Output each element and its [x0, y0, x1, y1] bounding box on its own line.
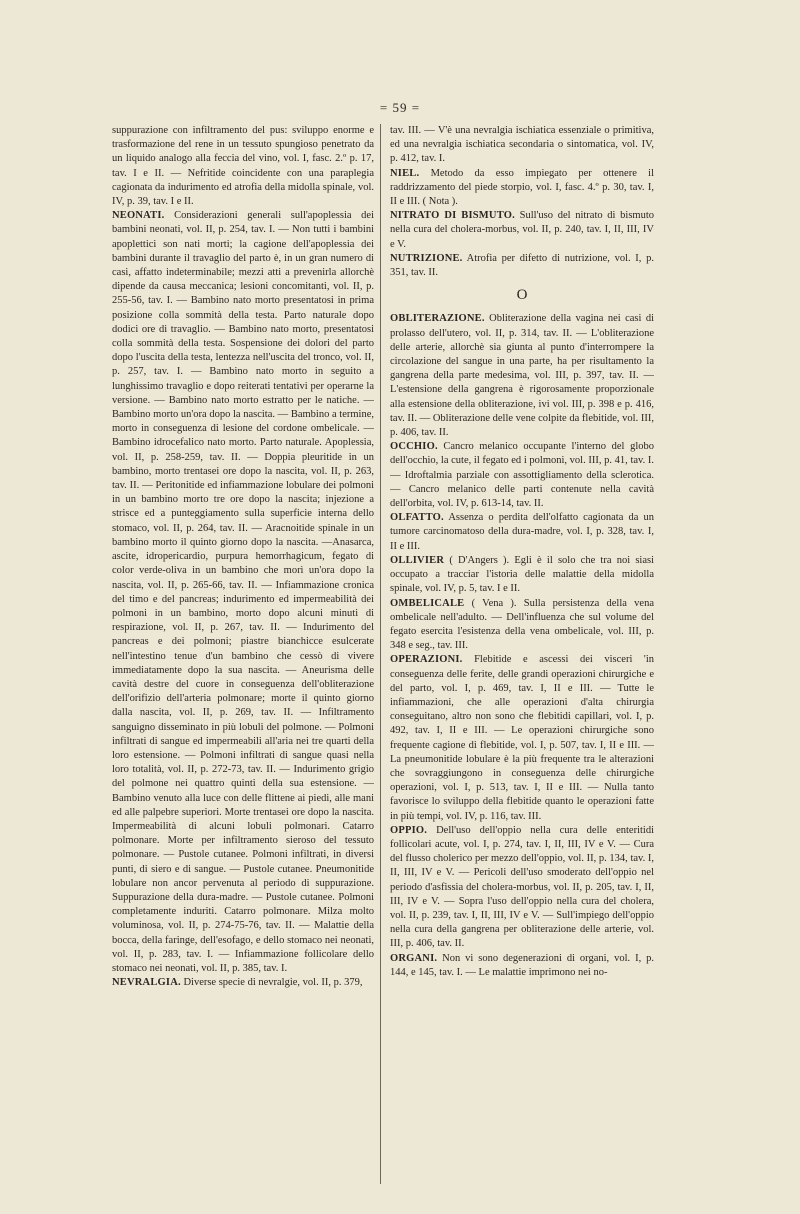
entry-text: Cancro melanico occupante l'interno del globo dell'occhio, la cute, il fegato ed i polmoni, vol. III, p. 41, tav. I. — Idroftalmia parziale con assottigliamento della sclerotica. — Cancro melanico delle parti contenute nella cavità dell'orbita, vol. IV, p. 613-14, tav. II. — [390, 441, 654, 510]
column-divider — [380, 124, 381, 1184]
entry-text: Sull'uso del nitrato di bismuto nella cura del cholera-morbus, vol. II, p. 240, tav. I, II, III, IV e V. — [390, 210, 654, 250]
entry-headword: NEONATI. — [112, 210, 165, 222]
index-entry — [390, 167, 654, 210]
index-entry — [390, 952, 654, 980]
right-column — [390, 124, 654, 1184]
entry-text: tav. III. — V'è una nevralgia ischiatica essenziale o primitiva, ed una nevralgia ischiatica secondaria o sintomatica, vol. IV, p. 412, tav. I. — [390, 125, 654, 165]
entry-headword: ORGANI. — [390, 952, 438, 964]
page-number: = 59 = — [379, 100, 421, 115]
entry-headword: OCCHIO. — [390, 441, 438, 453]
entry-text: ( D'Angers ). Egli è il solo che tra noi siasi occupato a tracciar l'istoria delle malattie della midolla spinale, vol. IV, p. 5, tav. I e II. — [390, 554, 654, 595]
section-letter: O — [516, 287, 528, 304]
entry-text: Assenza o perdita dell'olfatto cagionata da un tumore carcinomatoso della dura-madre, vol. I, p. 328, tav. I, II e III. — [390, 512, 654, 552]
entry-text: suppurazione con infiltramento del pus: sviluppo enorme e trasformazione del rene in un tessuto spungioso penetrato da un liquido analogo alla feccia del vino, vol. I, fasc. 2.º p. 17, tav. I e II. — Nefritide coincidente con una paraplegia cagionata da indurimento ed atrofia della midolla spinale, vol. IV, p. 39, tav. I e II. — [112, 125, 374, 208]
entry-headword: NIEL. — [390, 167, 420, 179]
entry-headword: OLFATTO. — [390, 512, 444, 524]
entry-text: Considerazioni generali sull'apoplessia dei bambini neonati, vol. II, p. 254, tav. I. — Non tutti i bambini apoplettici son nati morti; la cagione dell'apoplessia dei bambini durante il travaglio del parto è, in un gran numero di casi, affatto indeterminabile; mezzi atti a prevenirla allorchè dipende da causa meccanica; lesioni concomitanti, vol. II, p. 255-56, tav. I. — Bambino nato morto presentatosi in prima posizione colla sommità della testa. Parto naturale dopo dodici ore di travaglio. — Bambino nato morto, presentatosi colla sommità della testa. Sospensione dei dolori del parto dopo l'uscita della testa, lentezza nell'uscita del tronco, vol. II, p. 257, tav. I. — Bambino nato morto in seguito a lunghissimo travaglio e dopo reiterati tentativi per operarne la versione. — Bambino nato morto estratto per le natiche. — Bambino morto un'ora dopo la nascita. — Bambino a termine, morto in conseguenza di lesione del cordone ombelicale. — Bambino idrocefalico nato morto. Parto naturale. Apoplessia, vol. II, p. 258-259, tav. II. — Doppia pleuritide in un bambino, morto trentasei ore dopo la nascita, vol. II, p. 263, tav. II. — Peritonitide ed infiammazione lobulare dei polmoni in un bambino morto tre ore dopo la nascita; injezione a strisce ed a punteggiamento sulla superficie interna dello stomaco, vol. II, p. 264, tav. II. — Aracnoitide spinale in un bambino morto il quinto giorno dopo la nascita. —Anasarca, ascite, idropericardio, purpura hemorrhagicum, fegato di color verde-oliva in un bambino che morì un'ora dopo la nascita, vol. II, p. 265-66, tav. II. — Infiammazione cronica del timo e del pancreas; indurimento ed impermeabilità dei polmoni in un bambino, morto dopo alcuni minuti di respirazione, vol. II, p. 267, tav. II. — Indurimento del pancreas e dei polmoni; piastre bianchicce esulcerate nell'intestino tenue d'un bambino che cessò di vivere immediatamente dopo la sua nascita. — Aneurisma delle cavità destre del cuore in conseguenza dell'obliterazione dell'orifizio dell'arteria polmonare; morte il quinto giorno dalla nascita, vol. II, p. 269, tav. II. — Infiltramento sanguigno disseminato in più lobuli del polmone. — Polmoni infiltrati di sangue ed impermeabili all'aria nei tre quarti della loro estensione. — Polmoni infiltrati di sangue quasi nella loro totalità, vol. II, p. 272-73, tav. II. — Indurimento grigio del polmone nei quattro quinti della sua estensione. — Bambino venuto alla luce con delle flittene ai piedi, alle mani ed alle palpebre superiori. Morte trentasei ore dopo la nascita. Impermeabilità di alcuni lobuli polmonari. Catarro polmonare. Morte per infiltramento sieroso del tessuto polmonare. — Pustole cutanee. Polmoni infiltrati, in diversi punti, di siero e di sangue. — Pustole cutanee. Pneumonitide lobulare non ancor pervenuta al periodo di suppurazione. Suppurazione della dura-madre. — Pustole cutanee. Polmoni completamente induriti. Catarro polmonare. Milza molto voluminosa, vol. II, p. 274-75-76, tav. II. — Malattie della bocca, della faringe, dell'esofago, e dello stomaco nei neonati, vol. II, p. 283, tav. I. — Infiammazione follicolare dello stomaco nei neonati, vol. II, p. 385, tav. I. — [112, 210, 374, 974]
entry-text: Dell'uso dell'oppio nella cura delle enteritidi follicolari acute, vol. I, p. 274, tav. I, II, III, IV e V. — Cura del flusso cholerico per mezzo dell'oppio, vol. II, p. 134, tav. I, II, III, IV e V. — Pericoli dell'uso smoderato dell'oppio nel periodo d'asfissia del cholera-morbus, vol. II, p. 205, tav. I, II, III, IV e V. — Sopra l'uso dell'oppio nella cura del cholera, vol. II, p. 239, tav. I, II, III, IV e V. — Sull'impiego dell'oppio nella cura della gangrena per obliterazione delle arterie, vol. III, p. 406, tav. II. — [390, 824, 654, 950]
index-entry — [390, 312, 654, 440]
entry-text: Diverse specie di nevralgie, vol. II, p. 379, — [180, 977, 363, 989]
entry-text: Non vi sono degenerazioni di organi, vol. I, p. 144, e 145, tav. I. — Le malattie imprimono nei no- — [390, 952, 654, 978]
entry-headword: NEVRALGIA. — [112, 977, 181, 989]
index-entry — [390, 252, 654, 280]
index-entry — [390, 824, 654, 952]
right-column-top — [390, 124, 654, 280]
entry-text: Metodo da esso impiegato per ottenere il raddrizzamento del piede storpio, vol. I, fasc. 4.º p. 30, tav. I, II e III. ( Nota ). — [390, 167, 654, 208]
index-entry — [390, 653, 654, 823]
entry-text: Atrofia per difetto di nutrizione, vol. I, p. 351, tav. II. — [390, 252, 654, 279]
entry-text: ( Vena ). Sulla persistenza della vena ombelicale nell'adulto. — Dell'influenza che sul volume del fegato esercita l'esistenza della vena ombelicale, vol. III, p. 348 e seg., tav. III. — [390, 597, 654, 652]
right-column-bottom — [390, 312, 654, 980]
index-entry — [390, 597, 654, 654]
entry-text: Flebitide e ascessi dei visceri 'in conseguenza delle ferite, delle grandi operazioni chirurgiche e del parto, vol. I, p. 469, tav. I, II e III. — Tutte le infiammazioni, che alle operazioni d'alta chirurgia conseguitano, altro non sono che flebitidi capillari, vol. I, p. 492, tav. I, II e III. — Le operazioni chirurgiche sono frequente cagione di flebitide, vol. I, p. 507, tav. I, II e III. — La pneumonitide lobulare è la più frequente tra le alterazioni che sovraggiungono in conseguenza delle chirurgiche operazioni, vol. I, p. 513, tav. I, II e III. — Nulla tanto favorisce lo sviluppo della flebitide quanto le operazioni fatte in più tempi, vol. IV, p. 116, tav. III. — [390, 654, 654, 822]
index-entry — [390, 209, 654, 252]
entry-headword: OMBELICALE — [390, 597, 465, 609]
index-entry — [390, 554, 654, 597]
entry-headword: NUTRIZIONE. — [390, 252, 463, 264]
index-entry — [112, 124, 374, 209]
entry-headword: OPPIO. — [390, 824, 428, 836]
index-entry — [390, 511, 654, 554]
entry-text: Obliterazione della vagina nei casi di prolasso dell'utero, vol. II, p. 314, tav. II. — L'obliterazione delle arterie, allorchè sia giunta al punto d'interrompere la circolazione del sangue in una parte, ha per risultamento la gangrena della parte medesima, vol. III, p. 397, tav. II. — L'estensione della gangrena è rigorosamente proporzionale alla estensione della obliterazione, ivi vol. III, p. 398 e p. 416, tav. II. — Obliterazione delle vene colpite da flebitide, vol. III, p. 406, tav. II. — [390, 313, 654, 439]
index-entry — [112, 976, 374, 990]
left-column — [112, 124, 374, 1184]
index-entry — [390, 124, 654, 167]
index-entry — [112, 209, 374, 976]
entry-headword: NITRATO DI BISMUTO. — [390, 210, 515, 222]
index-entry — [390, 440, 654, 511]
entry-headword: OPERAZIONI. — [390, 654, 463, 666]
entry-headword: OBLITERAZIONE. — [390, 313, 485, 325]
entry-headword: OLLIVIER — [390, 554, 445, 566]
